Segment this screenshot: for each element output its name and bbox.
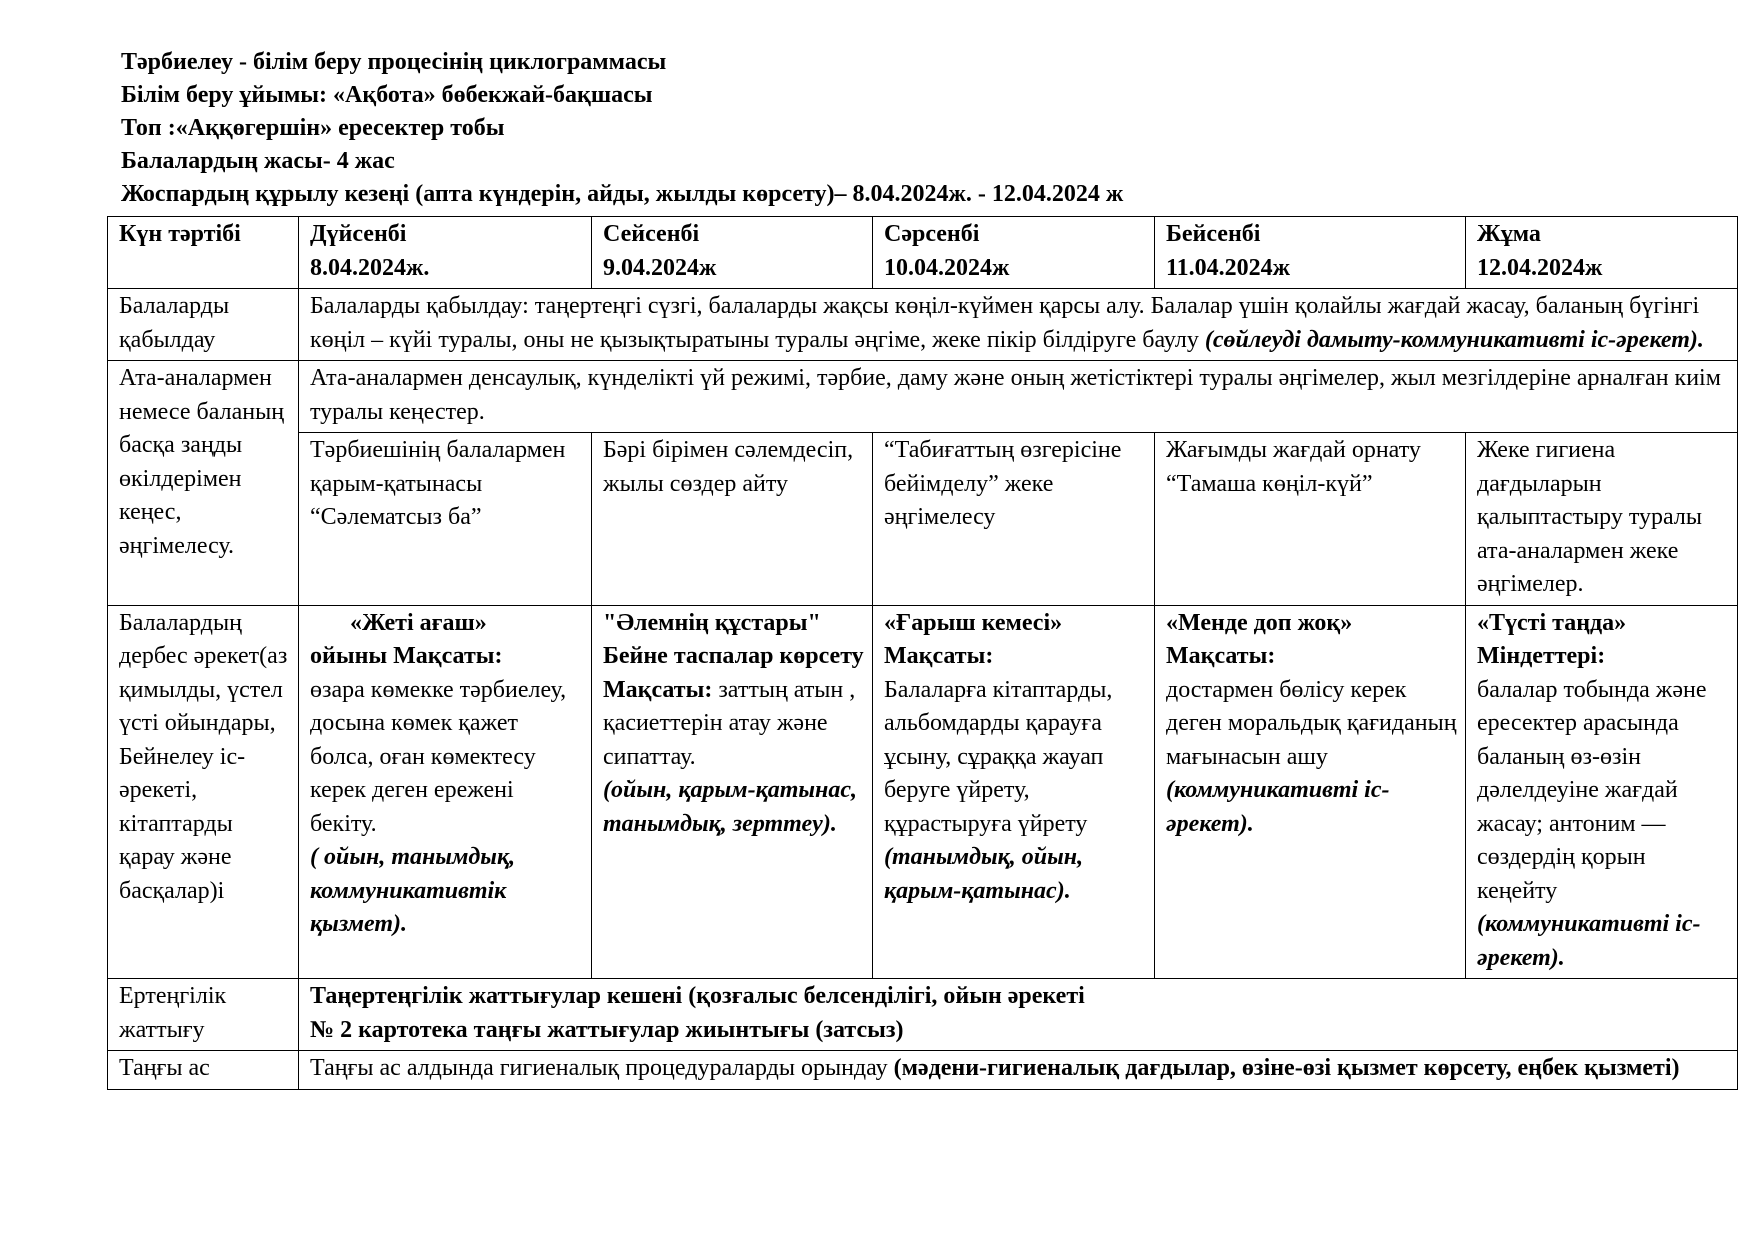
activity-title: «Түсті таңда» Міндеттері:	[1477, 609, 1627, 669]
activity-type: (танымдық, ойын, қарым-қатынас).	[884, 844, 1084, 904]
header-cell-thursday	[1155, 217, 1466, 289]
header-cell-friday	[1466, 217, 1738, 289]
day-date: 8.04.2024ж.	[310, 254, 430, 281]
table-row-independent	[108, 605, 1738, 979]
header-age: Балалардың жасы- 4 жас	[121, 148, 395, 174]
table-row-breakfast	[108, 1051, 1738, 1090]
activity-text: достармен бөлісу керек деген моральдық қағиданың мағынасын ашу	[1166, 676, 1457, 770]
schedule-label: Күн тәртібі	[119, 221, 241, 247]
independent-tuesday	[592, 605, 873, 979]
reception-text: Балаларды қабылдау: таңертеңгі сүзгі, балаларды жақсы көңіл-күймен қарсы алу. Балалар үшін қолайлы жағдай жасау, баланың бүгінгі көңіл – күйі туралы, оны не қызықтыратыны туралы әңгіме, жеке пікір білдіруге баулу	[310, 293, 1700, 353]
activity-type: (коммуникативті іс-әрекет).	[1477, 911, 1701, 971]
parents-tuesday: Бәрі бірімен сәлемдесіп, жылы сөздер айту	[592, 433, 873, 606]
activity-text: Балаларға кітаптарды, альбомдарды қарауға ұсыну, сұраққа жауап беруге үйрету, құрастыруға үйрету	[884, 676, 1113, 837]
activity-subtitle: ойыны Мақсаты:	[310, 643, 503, 669]
row-label-breakfast: Таңғы ас	[108, 1051, 299, 1090]
table-row-parents-days	[108, 433, 1738, 606]
header-title: Тәрбиелеу - білім беру процесінің циклограммасы	[121, 49, 667, 75]
activity-type: (ойын, қарым-қатынас, танымдық, зерттеу).	[603, 777, 858, 837]
header-organization: Білім беру ұйымы: «Ақбота» бөбекжай-бақшасы	[121, 82, 653, 108]
day-date: 10.04.2024ж	[884, 254, 1010, 281]
document-header	[121, 46, 1661, 211]
activity-title: «Менде доп жоқ» Мақсаты:	[1166, 609, 1353, 669]
table-header-row	[108, 217, 1738, 289]
activity-title: "Әлемнің құстары" Бейне таспалар көрсету	[603, 609, 864, 669]
header-group: Топ :«Аққөгершін» ересектер тобы	[121, 115, 505, 141]
day-name: Жұма	[1477, 221, 1541, 247]
row-label-parents: Ата-аналармен немесе баланың басқа заңды өкілдерімен кеңес, әңгімелесу.	[108, 361, 299, 606]
table-row-parents-common	[108, 361, 1738, 433]
activity-text: өзара көмекке тәрбиелеу, досына көмек қажет болса, оған көмектесу керек деген ережені бекіту.	[310, 676, 567, 837]
activity-title: «Ғарыш кемесі» Мақсаты:	[884, 609, 1063, 669]
independent-wednesday	[873, 605, 1155, 979]
day-name: Сейсенбі	[603, 221, 700, 247]
activity-text: заттың атын , қасиеттерін атау және сипаттау.	[603, 676, 856, 770]
independent-monday	[299, 605, 592, 979]
row-label-independent: Балалардың дербес әрекет(аз қимылды, үстел үсті ойындары, Бейнелеу іс-әрекеті, кітаптарды қарау және басқалар)і	[108, 605, 299, 979]
activity-type: ( ойын, танымдық, коммуникативтік қызмет).	[310, 844, 516, 937]
row-label-exercise: Ертеңгілік жаттығу	[108, 979, 299, 1051]
reception-content	[299, 289, 1738, 361]
header-cell-tuesday	[592, 217, 873, 289]
day-date: 9.04.2024ж	[603, 254, 717, 281]
parents-thursday: Жағымды жағдай орнату “Тамаша көңіл-күй”	[1155, 433, 1466, 606]
day-name: Бейсенбі	[1166, 221, 1261, 247]
activity-type: (коммуникативті іс-әрекет).	[1166, 777, 1390, 837]
exercise-content: Таңертеңгілік жаттығулар кешені (қозғалыс белсенділігі, ойын әрекеті № 2 картотека таңғы жаттығулар жиынтығы (затсыз)	[299, 979, 1738, 1051]
breakfast-content: Таңғы ас алдында гигиеналық процедураларды орындау (мәдени-гигиеналық дағдылар, өзіне-өзі қызмет көрсету, еңбек қызметі)	[299, 1051, 1738, 1090]
table-row-reception	[108, 289, 1738, 361]
header-period: Жоспардың құрылу кезеңі (апта күндерін, айды, жылды көрсету)– 8.04.2024ж. - 12.04.2024 ж	[121, 181, 1124, 207]
parents-monday: Тәрбиешінің балалармен қарым-қатынасы “Сәлематсыз ба”	[299, 433, 592, 606]
goal-label: Мақсаты:	[603, 676, 713, 703]
day-date: 11.04.2024ж	[1166, 254, 1291, 281]
independent-friday	[1466, 605, 1738, 979]
parents-friday: Жеке гигиена дағдыларын қалыптастыру туралы ата-аналармен жеке әңгімелер.	[1466, 433, 1738, 606]
activity-title: «Жеті ағаш»	[350, 609, 487, 636]
header-cell-schedule	[108, 217, 299, 289]
parents-wednesday: “Табиғаттың өзгерісіне бейімделу” жеке әңгімелесу	[873, 433, 1155, 606]
reception-activity: (сөйлеуді дамыту-коммуникативті іс-әрекет).	[1204, 326, 1704, 353]
table-row-exercise	[108, 979, 1738, 1051]
day-name: Дүйсенбі	[310, 221, 407, 247]
independent-thursday	[1155, 605, 1466, 979]
day-date: 12.04.2024ж	[1477, 254, 1603, 281]
day-name: Сәрсенбі	[884, 221, 980, 247]
header-cell-monday	[299, 217, 592, 289]
cyclogram-table	[107, 216, 1738, 1090]
activity-text: балалар тобында және ересектер арасында баланың өз-өзін дәлелдеуіне жағдай жасау; антоним — сөздердің қорын кеңейту	[1477, 676, 1707, 904]
parents-common-content: Ата-аналармен денсаулық, күнделікті үй режимі, тәрбие, даму және оның жетістіктері туралы әңгімелер, жыл мезгілдеріне арналған киім туралы кеңестер.	[299, 361, 1738, 433]
header-cell-wednesday	[873, 217, 1155, 289]
row-label-reception: Балаларды қабылдау	[108, 289, 299, 361]
